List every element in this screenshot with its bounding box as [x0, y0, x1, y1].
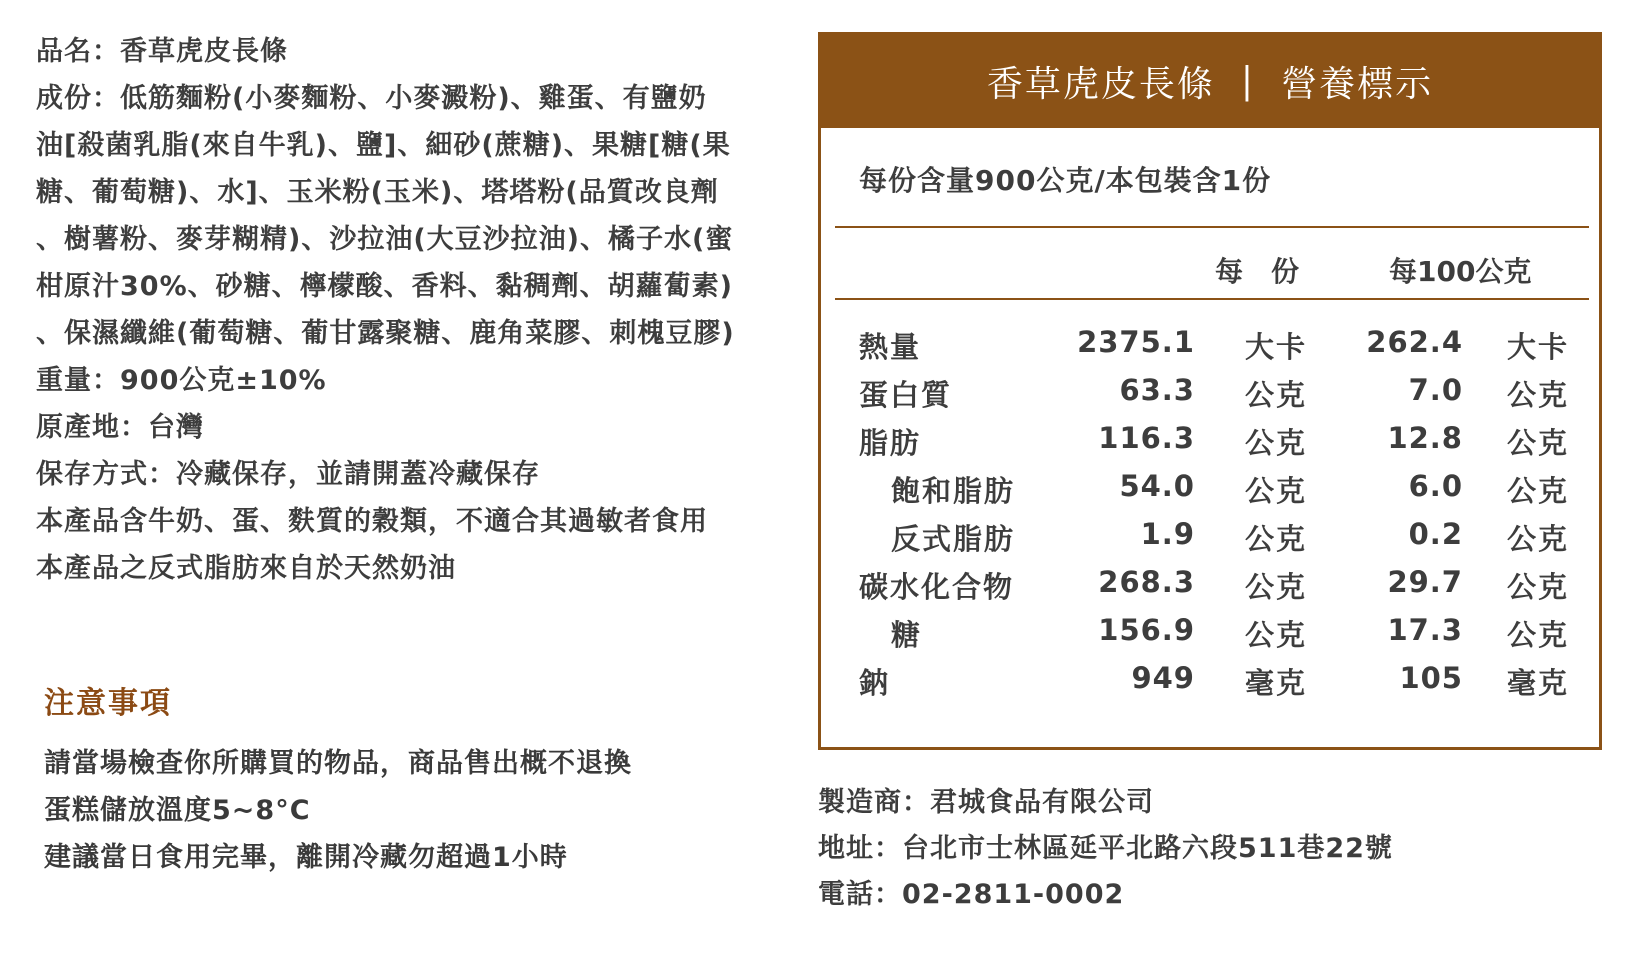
per-serving-unit: 公克	[1245, 618, 1308, 652]
nutrient-row	[821, 613, 1599, 661]
per-100g-unit: 公克	[1507, 474, 1570, 508]
per-100g-unit: 公克	[1507, 522, 1570, 556]
nutrient-name: 反式脂肪	[891, 522, 1016, 556]
nutrition-product-title: 香草虎皮長條	[986, 64, 1215, 105]
manufacturer-name: 製造商：君城食品有限公司	[818, 787, 1154, 818]
manufacturer-phone: 電話：02-2811-0002	[818, 879, 1125, 910]
notice-section	[44, 678, 764, 881]
serving-size: 每份含量900公克/本包裝含1份	[859, 164, 1272, 197]
per-100g-unit: 公克	[1507, 426, 1570, 460]
per-100g-value: 29.7	[1387, 565, 1463, 599]
divider	[835, 226, 1589, 228]
nutrient-name: 脂肪	[859, 426, 922, 460]
per-serving-value: 1.9	[1140, 517, 1195, 551]
divider	[835, 298, 1589, 300]
nutrition-title: 營養標示	[1281, 64, 1434, 105]
ingredients-line: 、樹薯粉、麥芽糊精)、沙拉油(大豆沙拉油)、橘子水(蜜	[36, 224, 734, 255]
origin-line: 原產地：台灣	[36, 412, 204, 443]
notice-line: 蛋糕儲放溫度5~8°C	[44, 795, 311, 826]
notice-line: 請當場檢查你所購買的物品，商品售出概不退換	[44, 748, 632, 779]
per-100g-value: 7.0	[1408, 373, 1463, 407]
nutrient-row	[821, 565, 1599, 613]
per-serving-value: 156.9	[1098, 613, 1195, 647]
nutrient-row	[821, 325, 1599, 373]
per-100g-unit: 大卡	[1507, 330, 1570, 364]
manufacturer-info	[818, 780, 1393, 918]
per-serving-unit: 公克	[1245, 522, 1308, 556]
nutrition-header	[821, 35, 1599, 128]
per-100g-unit: 公克	[1507, 570, 1570, 604]
ingredients-line: 柑原汁30%、砂糖、檸檬酸、香料、黏稠劑、胡蘿蔔素)	[36, 271, 733, 302]
notice-title: 注意事項	[44, 686, 172, 721]
manufacturer-address: 地址：台北市士林區延平北路六段511巷22號	[818, 833, 1393, 864]
per-100g-value: 6.0	[1408, 469, 1463, 503]
nutrition-label	[818, 32, 1602, 750]
ingredients-line: 、保濕纖維(葡萄糖、葡甘露聚糖、鹿角菜膠、刺槐豆膠)	[36, 318, 735, 349]
per-serving-unit: 公克	[1245, 426, 1308, 460]
per-serving-value: 116.3	[1098, 421, 1195, 455]
trans-fat-note: 本產品之反式脂肪來自於天然奶油	[36, 553, 456, 584]
product-info	[36, 28, 796, 592]
per-100g-value: 0.2	[1408, 517, 1463, 551]
per-100g-unit: 公克	[1507, 378, 1570, 412]
per-serving-value: 54.0	[1119, 469, 1195, 503]
column-header-per-serving: 每 份	[1215, 255, 1300, 288]
per-serving-unit: 大卡	[1245, 330, 1308, 364]
column-header-per-100g: 每100公克	[1389, 255, 1532, 288]
per-100g-value: 105	[1399, 661, 1463, 695]
per-serving-unit: 公克	[1245, 378, 1308, 412]
ingredients-line: 成份：低筋麵粉(小麥麵粉、小麥澱粉)、雞蛋、有鹽奶	[36, 83, 707, 114]
storage-line: 保存方式：冷藏保存，並請開蓋冷藏保存	[36, 459, 540, 490]
nutrient-name: 熱量	[859, 330, 922, 364]
nutrient-row	[821, 661, 1599, 709]
notice-line: 建議當日食用完畢，離開冷藏勿超過1小時	[44, 842, 568, 873]
per-serving-value: 949	[1131, 661, 1195, 695]
per-serving-value: 268.3	[1098, 565, 1195, 599]
per-100g-value: 12.8	[1387, 421, 1463, 455]
per-100g-unit: 公克	[1507, 618, 1570, 652]
nutrient-name: 碳水化合物	[859, 570, 1015, 604]
nutrient-name: 飽和脂肪	[891, 474, 1016, 508]
per-100g-unit: 毫克	[1507, 666, 1570, 700]
per-100g-value: 262.4	[1366, 325, 1463, 359]
allergen-line: 本產品含牛奶、蛋、麩質的穀類，不適合其過敏者食用	[36, 506, 708, 537]
nutrient-row	[821, 421, 1599, 469]
per-serving-value: 2375.1	[1077, 325, 1195, 359]
weight-line: 重量：900公克±10%	[36, 365, 327, 396]
title-separator: |	[1240, 61, 1256, 102]
nutrient-name: 糖	[891, 618, 923, 652]
product-name: 品名：香草虎皮長條	[36, 36, 288, 67]
per-serving-unit: 公克	[1245, 570, 1308, 604]
nutrient-row	[821, 469, 1599, 517]
nutrient-row	[821, 373, 1599, 421]
ingredients-line: 糖、葡萄糖)、水]、玉米粉(玉米)、塔塔粉(品質改良劑	[36, 177, 719, 208]
nutrient-row	[821, 517, 1599, 565]
per-serving-unit: 公克	[1245, 474, 1308, 508]
nutrient-name: 蛋白質	[859, 378, 953, 412]
per-serving-value: 63.3	[1119, 373, 1195, 407]
ingredients-line: 油[殺菌乳脂(來自牛乳)、鹽]、細砂(蔗糖)、果糖[糖(果	[36, 130, 731, 161]
per-serving-unit: 毫克	[1245, 666, 1308, 700]
per-100g-value: 17.3	[1387, 613, 1463, 647]
nutrient-name: 鈉	[859, 666, 891, 700]
